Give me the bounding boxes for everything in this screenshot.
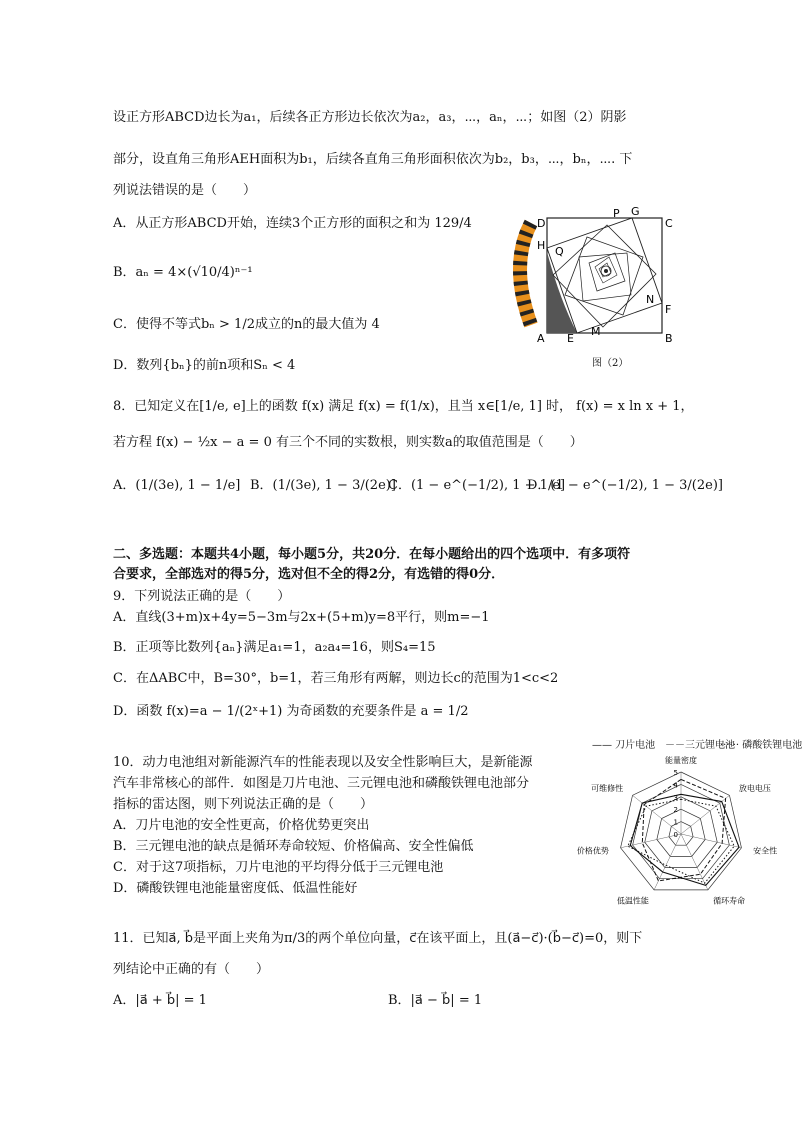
radar-axis-label: 低温性能 <box>616 896 649 906</box>
q11-stem-line2: 列结论中正确的有（ ） <box>113 962 270 977</box>
svg-text:G: G <box>631 205 640 218</box>
q7-stem-line2: 部分，设直角三角形AEH面积为b₁，后续各直角三角形面积依次为b₂，b₃，⋯，bₙ，⋯. 下 <box>113 152 633 167</box>
radar-axis-label: 可维修性 <box>591 783 624 793</box>
svg-text:A: A <box>537 332 545 345</box>
svg-text:Q: Q <box>555 245 564 258</box>
q7-option-c: C．使得不等式bₙ > 1/2成立的n的最大值为 4 <box>113 317 380 332</box>
q11-option-a: A．|a⃗ + b⃗| = 1 <box>113 993 207 1008</box>
radar-chart <box>576 752 786 912</box>
radar-tick-label: 2 <box>673 806 678 815</box>
q8-stem-line1: 8．已知定义在[1/e, e]上的函数 f(x) 满足 f(x) = f(1/x)，且当 x∈[1/e, 1] 时， f(x) = x ln x + 1， <box>113 399 694 414</box>
q9-option-b: B．正项等比数列{aₙ}满足a₁=1，a₂a₄=16，则S₄=15 <box>113 640 436 655</box>
q8-option-c: C．(1 − e^(−1/2), 1 − 1/e] <box>388 478 566 493</box>
radar-axis-label: 安全性 <box>753 846 778 856</box>
radar-tick-label: 3 <box>673 793 678 802</box>
svg-text:N: N <box>646 293 655 306</box>
svg-text:M: M <box>591 325 601 338</box>
radar-legend-ternary: －－三元锂电池 <box>665 740 735 751</box>
q8-option-d: D．(1 − e^(−1/2), 1 − 3/(2e)] <box>527 478 723 493</box>
svg-text:D: D <box>537 217 546 230</box>
q11-option-b: B．|a⃗ − b⃗| = 1 <box>388 993 483 1008</box>
q11-stem-line1: 11．已知a⃗, b⃗是平面上夹角为π/3的两个单位向量，c⃗在该平面上，且(a⃗−c⃗)·(b⃗−c⃗)=0，则下 <box>113 931 643 946</box>
q10-stem-line2: 汽车非常核心的部件．如图是刀片电池、三元锂电池和磷酸铁锂电池部分 <box>113 776 530 791</box>
q7-stem-line1: 设正方形ABCD边长为a₁，后续各正方形边长依次为a₂，a₃，⋯，aₙ，⋯；如图（2）阴影 <box>113 110 627 125</box>
q7-option-d: D．数列{bₙ}的前n项和Sₙ < 4 <box>113 358 296 373</box>
q10-option-d: D．磷酸铁锂电池能量密度低、低温性能好 <box>113 881 358 896</box>
svg-text:P: P <box>613 207 620 220</box>
figure-2-caption: 图（2） <box>592 358 629 369</box>
radar-axis-label: 循环寿命 <box>713 896 746 906</box>
radar-tick-label: 0 <box>673 831 678 839</box>
section-2-heading-line1: 二、多选题：本题共4小题，每小题5分，共20分．在每小题给出的四个选项中．有多项符 <box>113 547 631 562</box>
svg-text:B: B <box>665 332 673 345</box>
q10-stem-line1: 10．动力电池组对新能源汽车的性能表现以及安全性影响巨大，是新能源 <box>113 755 533 770</box>
svg-text:E: E <box>567 332 574 345</box>
q10-option-b: B．三元锂电池的缺点是循环寿命较短、价格偏高、安全性偏低 <box>113 839 474 854</box>
q9-option-d: D．函数 f(x)=a − 1/(2ˣ+1) 为奇函数的充要条件是 a = 1/2 <box>113 704 469 719</box>
q10-option-c: C．对于这7项指标，刀片电池的平均得分低于三元锂电池 <box>113 860 444 875</box>
figure-2-nested-squares <box>505 205 685 345</box>
q8-option-b: B．(1/(3e), 1 − 3/(2e)] <box>250 478 396 493</box>
svg-text:H: H <box>537 239 546 252</box>
radar-axis-label: 放电电压 <box>738 783 771 793</box>
q9-option-c: C．在ΔABC中，B=30°，b=1，若三角形有两解，则边长c的范围为1<c<2 <box>113 671 559 686</box>
radar-axis-line <box>654 834 681 890</box>
q10-option-a: A．刀片电池的安全性更高，价格优势更突出 <box>113 818 370 833</box>
decorative-stripe-arc <box>520 223 531 325</box>
q7-option-b: B．aₙ = 4×(√10/4)ⁿ⁻¹ <box>113 265 253 280</box>
q7-stem-line3: 列说法错误的是（ ） <box>113 183 257 198</box>
radar-tick-label: 4 <box>673 781 678 790</box>
radar-legend-lfp: ······ 磷酸铁锂电池 <box>720 740 802 751</box>
svg-text:F: F <box>665 303 672 316</box>
section-2-heading-line2: 合要求，全部选对的得5分，选对但不全的得2分，有选错的得0分． <box>113 567 505 582</box>
q9-stem: 9．下列说法正确的是（ ） <box>113 589 291 604</box>
radar-tick-label: 1 <box>673 818 678 827</box>
radar-axis-label: 能量密度 <box>665 756 697 765</box>
svg-text:C: C <box>665 217 673 230</box>
q8-stem-line2: 若方程 f(x) − ½x − a = 0 有三个不同的实数根，则实数a的取值范围是（ ） <box>113 435 583 450</box>
q7-option-a: A．从正方形ABCD开始，连续3个正方形的面积之和为 129/4 <box>113 216 472 231</box>
q8-option-a: A．(1/(3e), 1 − 1/e] <box>113 478 241 493</box>
q10-stem-line3: 指标的雷达图，则下列说法正确的是（ ） <box>113 797 374 812</box>
radar-tick-label: 5 <box>673 769 678 777</box>
q9-option-a: A．直线(3+m)x+4y=5−3m与2x+(5+m)y=8平行，则m=−1 <box>113 610 490 625</box>
radar-legend-blade: —— 刀片电池 <box>592 740 656 751</box>
radar-axis-label: 价格优势 <box>576 846 609 856</box>
